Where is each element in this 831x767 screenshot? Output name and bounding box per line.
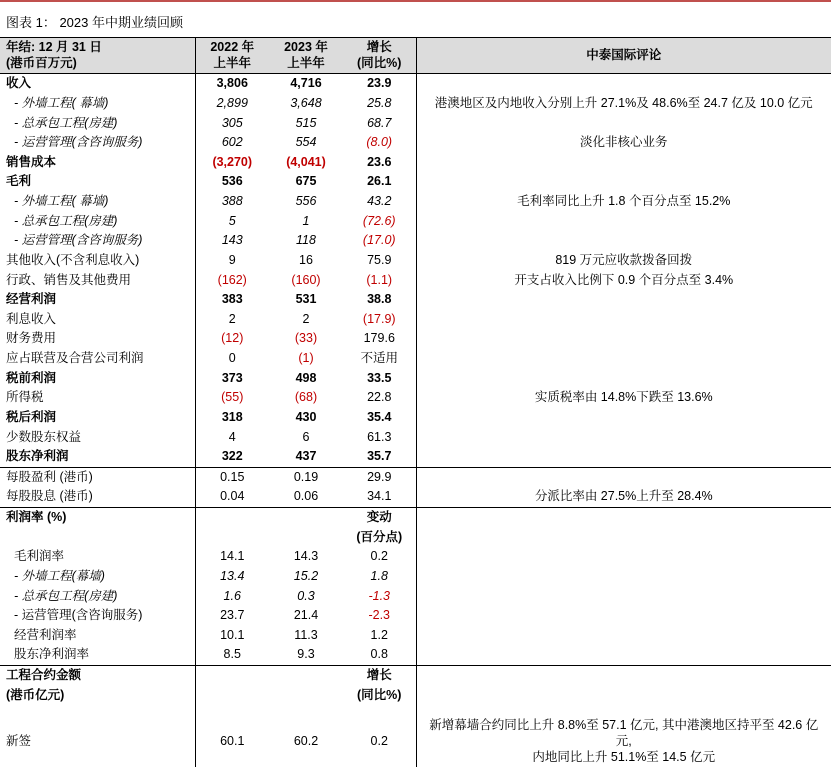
row-comment: 开支占收入比例下 0.9 个百分点至 3.4% [416, 271, 831, 291]
row-value-2022: 4 [195, 428, 269, 448]
table-row [0, 467, 831, 487]
row-value-2022: 0.04 [195, 487, 269, 507]
row-value-2023: 3,648 [290, 95, 322, 110]
table-row [0, 369, 831, 389]
table-row [0, 547, 831, 567]
row-value-growth: 35.4 [367, 409, 392, 424]
row-value-2022: 536 [195, 172, 269, 192]
row-label: 每股股息 (港币) [0, 487, 195, 507]
row-label: 经营利润率 [14, 627, 77, 642]
row-comment [416, 349, 831, 369]
row-value-2022: (3,270) [195, 153, 269, 173]
row-comment-line1: 新增幕墙合约同比上升 8.8%至 57.1 亿元, 其中港澳地区持平至 42.6 亿元, [429, 718, 819, 748]
contract-header2-blank-2023 [269, 686, 343, 706]
row-comment-line2: 内地同比上升 51.1%至 14.5 亿元 [532, 749, 716, 764]
table-row [0, 626, 831, 646]
header-period-line1: 年结: 12 月 31 日 [6, 40, 102, 54]
row-value-2022: 13.4 [195, 567, 269, 587]
table-row [0, 349, 831, 369]
header-col-comment: 中泰国际评论 [416, 38, 831, 74]
row-value-growth: 23.9 [367, 76, 392, 91]
row-comment: 毛利率同比上升 1.8 个百分点至 15.2% [416, 192, 831, 212]
table-row [0, 212, 831, 232]
row-comment [416, 408, 831, 428]
spacer-cell-2022 [195, 705, 269, 716]
row-value-growth: 43.2 [367, 194, 392, 208]
row-comment [416, 153, 831, 173]
row-label: - 外墙工程(幕墙) [14, 568, 105, 583]
row-value-2023: 430 [295, 409, 317, 424]
table-row [0, 251, 831, 271]
row-value-2022: 2 [195, 310, 269, 330]
table-row [0, 153, 831, 173]
row-value-2023: 556 [295, 194, 317, 208]
row-value-2023: 0.19 [293, 469, 319, 484]
row-comment [416, 447, 831, 467]
row-value-2022: 10.1 [195, 626, 269, 646]
row-value-growth: 35.7 [343, 447, 416, 467]
row-value-2023: 14.3 [293, 549, 319, 564]
row-value-2023: 9.3 [269, 645, 343, 665]
table-row [0, 74, 831, 94]
row-value-growth: 34.1 [343, 487, 416, 507]
row-label: - 总承包工程(房建) [14, 588, 118, 603]
row-label: 新签 [6, 733, 32, 748]
header-col-growth [343, 38, 416, 74]
row-label: 利息收入 [6, 311, 57, 326]
financial-results-table [0, 37, 831, 767]
row-label: 财务费用 [6, 331, 57, 346]
spacer-cell-label [0, 705, 195, 716]
row-label: 所得税 [6, 390, 44, 405]
row-value-growth: (72.6) [362, 213, 396, 228]
contract-header2-blank-2022 [195, 686, 269, 706]
row-comment [416, 74, 831, 94]
row-value-growth: 38.8 [367, 292, 392, 307]
row-comment [416, 310, 831, 330]
header-period-label [0, 38, 195, 74]
row-comment [416, 428, 831, 448]
margin-section-header-row [0, 508, 831, 528]
row-value-growth: 不适用 [360, 351, 398, 365]
row-comment [416, 645, 831, 665]
row-comment [416, 212, 831, 232]
row-value-growth: 179.6 [363, 331, 395, 346]
row-value-growth: 68.7 [367, 115, 392, 130]
table-row [0, 192, 831, 212]
row-value-2022: 60.1 [195, 716, 269, 767]
row-comment: 淡化非核心业务 [416, 133, 831, 153]
row-value-growth: 0.2 [370, 733, 388, 748]
row-value-2023: 2 [302, 311, 310, 326]
table-row [0, 271, 831, 291]
row-value-2023: 675 [295, 174, 317, 189]
table-row [0, 172, 831, 192]
spacer-cell-2023 [269, 705, 343, 716]
row-label: 经营利润 [6, 292, 57, 307]
row-value-2023: 515 [295, 115, 317, 130]
row-value-2023: 4,716 [290, 76, 322, 91]
margin-header-blank-2023 [269, 508, 343, 528]
row-comment [416, 290, 831, 310]
header-col-growth-line2: (同比%) [357, 55, 402, 70]
row-label: 收入 [6, 76, 32, 91]
top-divider-rule [0, 0, 831, 2]
row-comment [416, 172, 831, 192]
table-row [0, 567, 831, 587]
row-comment [416, 329, 831, 349]
row-value-2023: 6 [302, 429, 310, 444]
contract-header2-comment [416, 686, 831, 706]
row-value-growth: (1.1) [366, 272, 393, 287]
row-value-2023: 531 [295, 292, 317, 307]
table-row [0, 290, 831, 310]
margin-section-label: 利润率 (%) [6, 510, 67, 524]
row-value-2023: 16 [299, 252, 313, 267]
table-row [0, 645, 831, 665]
margin-header-change-line1: 变动 [366, 510, 392, 524]
row-value-2022: 8.5 [195, 645, 269, 665]
row-value-2023: (33) [294, 331, 318, 346]
row-value-2022: (162) [195, 271, 269, 291]
row-comment [416, 626, 831, 646]
header-col-2023-line1: 2023 年 [284, 40, 328, 54]
row-comment [416, 547, 831, 567]
row-value-2022: 2,899 [195, 94, 269, 114]
row-value-change: -2.3 [368, 608, 391, 623]
header-period-line2: (港币百万元) [6, 55, 77, 70]
row-value-2023: 554 [295, 135, 317, 150]
row-value-growth: 33.5 [367, 370, 392, 385]
contract-header-comment [416, 666, 831, 686]
row-label: - 运营管理(含咨询服务) [14, 608, 143, 623]
row-value-growth: (8.0) [366, 135, 393, 150]
row-value-2023: 437 [269, 447, 343, 467]
row-label: 毛利润率 [14, 549, 65, 564]
row-value-change: 1.2 [370, 627, 388, 642]
row-value-2022: 14.1 [195, 547, 269, 567]
row-value-2022: 602 [195, 133, 269, 153]
spacer-cell-comment [416, 705, 831, 716]
spacer-cell-growth [343, 705, 416, 716]
row-value-2022: (12) [195, 329, 269, 349]
contract-section-header-row2 [0, 686, 831, 706]
row-label: 应占联营及合营公司利润 [6, 351, 144, 365]
row-label: 销售成本 [6, 154, 57, 169]
row-value-growth: 61.3 [367, 429, 392, 444]
row-value-2023: (1) [298, 351, 314, 365]
table-caption: 图表 1： 2023 年中期业绩回顾 [6, 15, 183, 30]
row-comment: 实质税率由 14.8%下跌至 13.6% [416, 388, 831, 408]
margin-header-change-line2: (百分点) [356, 529, 403, 544]
row-label: - 运营管理(含咨询服务) [14, 233, 143, 248]
row-label: - 运营管理(含咨询服务) [14, 135, 143, 150]
row-value-2023: 118 [296, 233, 316, 248]
table-row [0, 606, 831, 626]
row-comment [416, 114, 831, 134]
row-value-2022: 322 [195, 447, 269, 467]
margin-header2-blank-2022 [195, 528, 269, 548]
row-label: 其他收入(不含利息收入) [6, 252, 140, 267]
row-label: 毛利 [6, 174, 32, 189]
table-row [0, 447, 831, 467]
row-label: - 总承包工程(房建) [14, 115, 118, 130]
margin-header-comment [416, 508, 831, 528]
row-value-growth: (17.0) [362, 233, 396, 248]
row-label: 少数股东权益 [6, 429, 82, 444]
row-value-2022: 0.15 [195, 467, 269, 487]
row-value-2023: 0.06 [269, 487, 343, 507]
row-comment: 港澳地区及内地收入分别上升 27.1%及 48.6%至 24.7 亿及 10.0 亿元 [416, 94, 831, 114]
row-value-2022: 305 [195, 114, 269, 134]
table-row [0, 114, 831, 134]
table-row [0, 408, 831, 428]
row-label: 税前利润 [6, 370, 57, 385]
row-value-2023: 15.2 [293, 568, 319, 583]
header-col-2022 [195, 38, 269, 74]
row-value-2023: 498 [295, 370, 317, 385]
row-value-growth: 29.9 [367, 469, 392, 484]
row-value-2022: 143 [195, 231, 269, 251]
row-label: - 外墙工程( 幕墙) [14, 194, 109, 208]
row-label: - 外墙工程( 幕墙) [14, 95, 109, 110]
row-value-2022: 5 [195, 212, 269, 232]
margin-section-label-blank [0, 528, 195, 548]
contract-header-growth-line1: 增长 [366, 668, 392, 682]
header-col-2023 [269, 38, 343, 74]
table-row [0, 133, 831, 153]
row-value-2022: 3,806 [195, 74, 269, 94]
header-col-growth-line1: 增长 [366, 40, 392, 54]
table-row [0, 94, 831, 114]
row-value-2022: 23.7 [195, 606, 269, 626]
row-value-2023: 21.4 [293, 608, 319, 623]
row-comment [416, 467, 831, 487]
row-value-2022: (55) [195, 388, 269, 408]
contract-section-label-line1: 工程合约金额 [6, 668, 82, 682]
row-label: 每股盈利 (港币) [6, 469, 93, 484]
table-row [0, 388, 831, 408]
row-value-change: 0.2 [370, 549, 388, 564]
row-comment [416, 231, 831, 251]
row-value-change: 1.8 [370, 568, 388, 583]
margin-header-blank-2022 [195, 508, 269, 528]
margin-section-header-row2 [0, 528, 831, 548]
table-row [0, 428, 831, 448]
contract-section-label-line2: (港币亿元) [6, 687, 65, 702]
header-col-2023-line2: 上半年 [287, 55, 325, 70]
contract-section-header-row [0, 666, 831, 686]
section-spacer [0, 705, 831, 716]
row-value-2023: 1 [302, 213, 310, 228]
table-row [0, 587, 831, 607]
row-comment [416, 587, 831, 607]
row-label: - 总承包工程(房建) [14, 213, 118, 228]
row-comment: 分派比率由 27.5%上升至 28.4% [416, 487, 831, 507]
row-value-2022: 388 [195, 192, 269, 212]
row-label: 税后利润 [6, 409, 57, 424]
table-row [0, 310, 831, 330]
contract-header-blank-2022 [195, 666, 269, 686]
table-row [0, 716, 831, 767]
row-value-2023: (4,041) [286, 154, 326, 169]
row-label: 股东净利润率 [0, 645, 195, 665]
row-value-2023: (160) [291, 272, 321, 287]
row-value-2023: (68) [294, 390, 318, 405]
margin-header2-blank-2023 [269, 528, 343, 548]
row-comment: 819 万元应收款拨备回拨 [416, 251, 831, 271]
row-value-growth: 22.8 [367, 390, 392, 405]
row-value-2022: 373 [195, 369, 269, 389]
row-label: 行政、销售及其他费用 [6, 272, 132, 287]
contract-header-blank-2023 [269, 666, 343, 686]
row-value-growth: 26.1 [367, 174, 392, 189]
row-comment [416, 567, 831, 587]
row-value-2022: 9 [195, 251, 269, 271]
table-header-row [0, 38, 831, 74]
header-col-2022-line2: 上半年 [213, 55, 251, 70]
row-value-2022: 318 [195, 408, 269, 428]
row-value-growth: (17.9) [362, 311, 396, 326]
table-row [0, 231, 831, 251]
row-value-2023: 60.2 [293, 733, 319, 748]
contract-header-growth-line2: (同比%) [357, 687, 402, 702]
row-value-2023: 11.3 [294, 627, 318, 642]
table-row [0, 487, 831, 507]
row-value-change: 0.8 [343, 645, 416, 665]
margin-header2-comment [416, 528, 831, 548]
table-row [0, 329, 831, 349]
row-comment [416, 716, 831, 767]
row-value-growth: 25.8 [367, 95, 392, 110]
row-value-2022: 0 [195, 349, 269, 369]
row-value-2022: 1.6 [195, 587, 269, 607]
row-value-2023: 0.3 [297, 588, 315, 603]
row-value-2022: 383 [195, 290, 269, 310]
row-value-change: -1.3 [368, 588, 391, 603]
row-comment [416, 606, 831, 626]
row-comment [416, 369, 831, 389]
header-col-2022-line1: 2022 年 [210, 40, 255, 54]
row-value-growth: 75.9 [367, 252, 392, 267]
row-value-growth: 23.6 [367, 154, 392, 169]
row-label: 股东净利润 [0, 447, 195, 467]
